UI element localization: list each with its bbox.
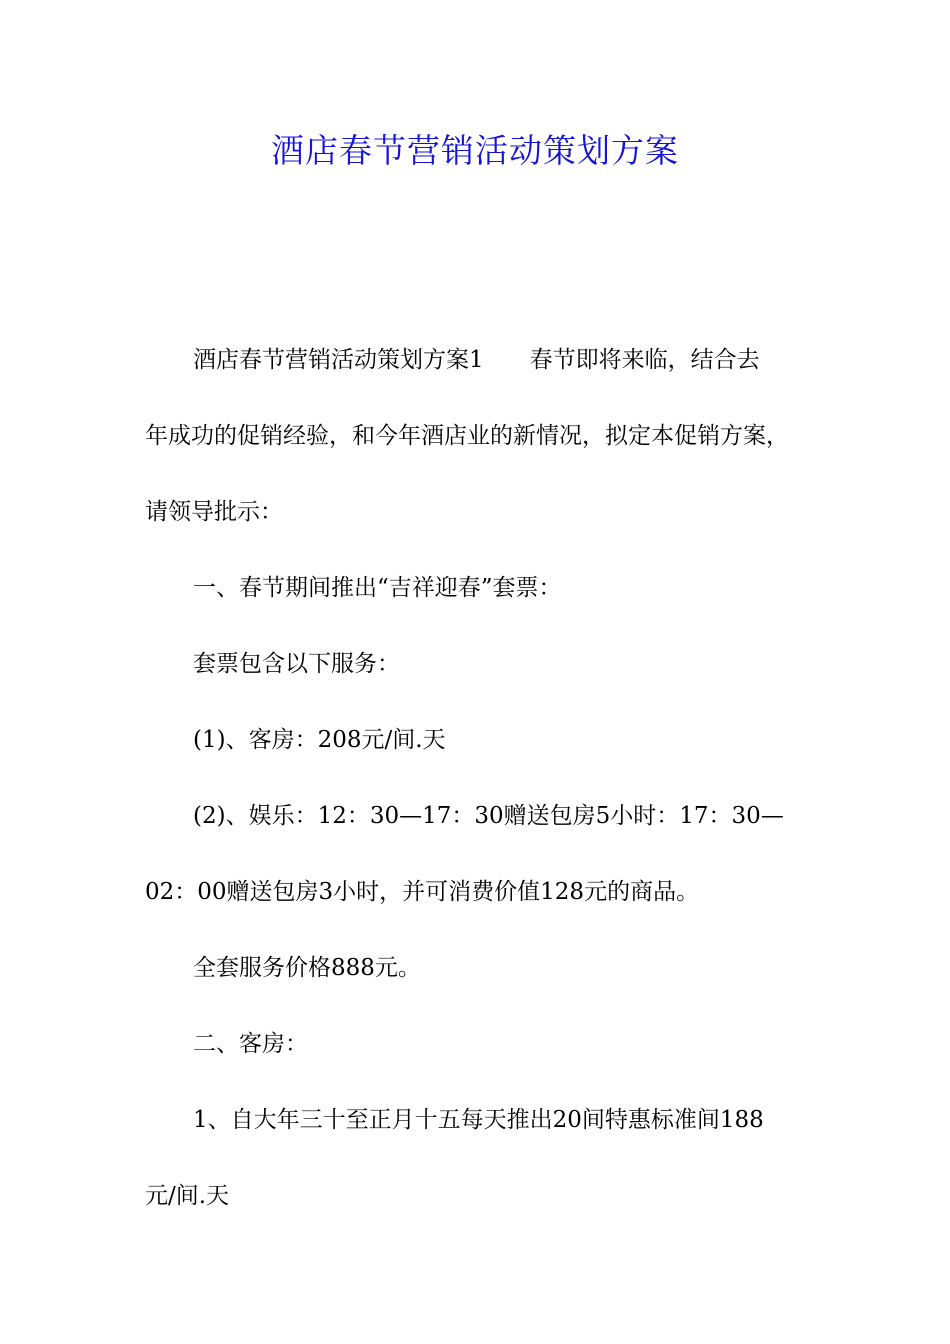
- section-line-1: 一、春节期间推出“吉祥迎春”套票：: [193, 575, 562, 601]
- paragraph-line-2: 年成功的促销经验，和今年酒店业的新情况，拟定本促销方案，: [145, 423, 789, 449]
- document-title: 酒店春节营销活动策划方案: [271, 131, 679, 170]
- paragraph-line-1: [145, 334, 815, 410]
- paragraph-line-3: 请领导批示：: [145, 499, 283, 525]
- package-price-line: 全套服务价格888元。: [193, 955, 421, 981]
- document-body: [145, 334, 815, 1246]
- paragraph-text: 春节即将来临，结合去: [529, 347, 760, 373]
- section-line-2: 二、客房：: [193, 1031, 308, 1057]
- package-entertainment-line: (2)、娱乐：12：30—17：30赠送包房5小时：17：30—: [193, 803, 784, 829]
- section-heading: 酒店春节营销活动策划方案1: [193, 347, 484, 373]
- package-entertainment-continued-line: 02：00赠送包房3小时，并可消费价值128元的商品。: [145, 879, 700, 905]
- room-offer-continued-line: 元/间.天: [145, 1183, 230, 1209]
- package-intro-line: 套票包含以下服务：: [193, 651, 400, 677]
- package-room-line: (1)、客房：208元/间.天: [193, 727, 446, 753]
- room-offer-line: 1、自大年三十至正月十五每天推出20间特惠标准间188: [193, 1107, 764, 1133]
